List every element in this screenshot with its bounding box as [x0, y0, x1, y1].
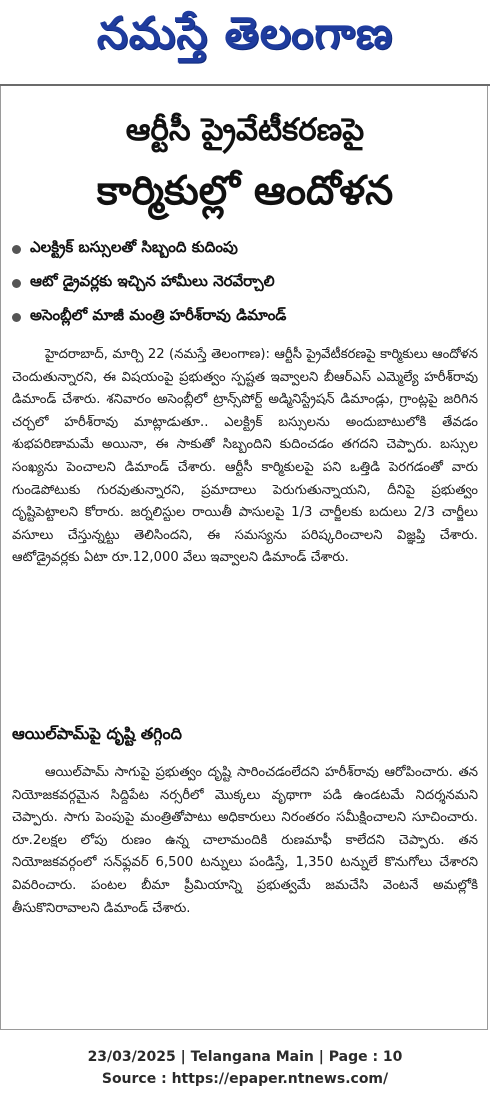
masthead [0, 0, 490, 78]
headline-line-2: కార్మికుల్లో ఆందోళన [96, 168, 394, 214]
highlight-item [12, 300, 478, 334]
article-body-paragraph-1: హైదరాబాద్, మార్చి 22 (నమస్తే తెలంగాణ): ఆర్టీసీ ప్రైవేటీకరణపై కార్మికులు ఆందోళన చెందుతున్నారని, ఈ విషయంపై ప్రభుత్వం స్పష్టత ఇవ్వాలని బీఆర్‌ఎస్ ఎమ్మెల్యే హరీశ్‌రావు డిమాండ్ చేశారు. శనివారం అసెంబ్లీలో ట్రాన్స్‌పోర్ట్ అడ్మినిస్ట్రేషన్ డిమాండ్లు, గ్రాంట్లపై జరిగిన చర్చలో హరీశ్‌రావు మాట్లాడుతూ.. ఎలక్ట్రిక్ బస్సులను అందుబాటులోకి తేవడం శుభపరిణామమే అయినా, ఈ సాకుతో సిబ్బందిని కుదించడం తగదని చెప్పారు. బస్సుల సంఖ్యను పెంచాలని డిమాండ్ చేశారు. ఆర్టీసీ కార్మికులపై పని ఒత్తిడి పెరగడంతో వారు గుండెపోటుకు గురవుతున్నారని, ప్రమాదాలు పెరుగుతున్నాయని, దీనిపై ప్రభుత్వం దృష్టిపెట్టాలని కోరారు. జర్నలిస్టుల రాయితీ పాసులపై 1/3 చార్జీలకు బదులు 2/3 చార్జీలు వసూలు చేస్తున్నట్టు తెలిసిందని, ఈ సమస్యను పరిష్కరించాలని విజ్ఞప్తి చేశారు. ఆటోడ్రైవర్లకు ఏటా రూ.12,000 వేలు ఇవ్వాలని డిమాండ్ చేశారు. [12, 347, 478, 566]
highlight-text: అసెంబ్లీలో మాజీ మంత్రి హరీశ్‌రావు డిమాండ్ [30, 306, 287, 324]
article-body-paragraph-2: ఆయిల్‌పామ్ సాగుపై ప్రభుత్వం దృష్టి సారించడంలేదని హరీశ్‌రావు ఆరోపించారు. తన నియోజకవర్గమైన సిద్దిపేట నర్సరీలో మొక్కలు వృథాగా పడి ఉండటమే నిదర్శనమని చెప్పారు. సాగు పెంపుపై మంత్రితోపాటు అధికారులు నిరంతరం సమీక్షించాలని సూచించారు. రూ.2లక్షల లోపు రుణం ఉన్న చాలామందికి రుణమాఫీ కాలేదని చెప్పారు. తన నియోజకవర్గంలో సన్‌ఫ్లవర్ 6,500 టన్నులు పండిస్తే, 1,350 టన్నులే కొనుగోలు చేశారని వివరించారు. పంటల బీమా ప్రీమియాన్ని ప్రభుత్వమే జమచేసి వెంటనే అమల్లోకి తీసుకొనిరావాలని డిమాండ్ చేశారు. [12, 765, 478, 916]
section-subheading: ఆయిల్‌పామ్‌పై దృష్టి తగ్గింది [12, 724, 182, 743]
highlights-list [12, 232, 478, 334]
highlight-item [12, 266, 478, 300]
highlight-text: ఆటో డ్రైవర్లకు ఇచ్చిన హామీలు నెరవేర్చాలి [30, 272, 275, 290]
highlight-text: ఎలక్ట్రిక్ బస్సులతో సిబ్బంది కుదింపు [30, 238, 238, 256]
footer-date-edition: 23/03/2025 | Telangana Main | Page : 10 [87, 1049, 403, 1065]
headline-line-1: ఆర్టీసీ ప్రైవేటీకరణపై [125, 112, 365, 148]
bullet-icon [12, 313, 21, 322]
footer-source-link[interactable]: Source : https://epaper.ntnews.com/ [101, 1071, 389, 1087]
bullet-icon [12, 279, 21, 288]
bullet-icon [12, 245, 21, 254]
source-footer [0, 1046, 490, 1090]
newspaper-title: నమస్తే తెలంగాణ [96, 8, 394, 59]
highlight-item [12, 232, 478, 266]
